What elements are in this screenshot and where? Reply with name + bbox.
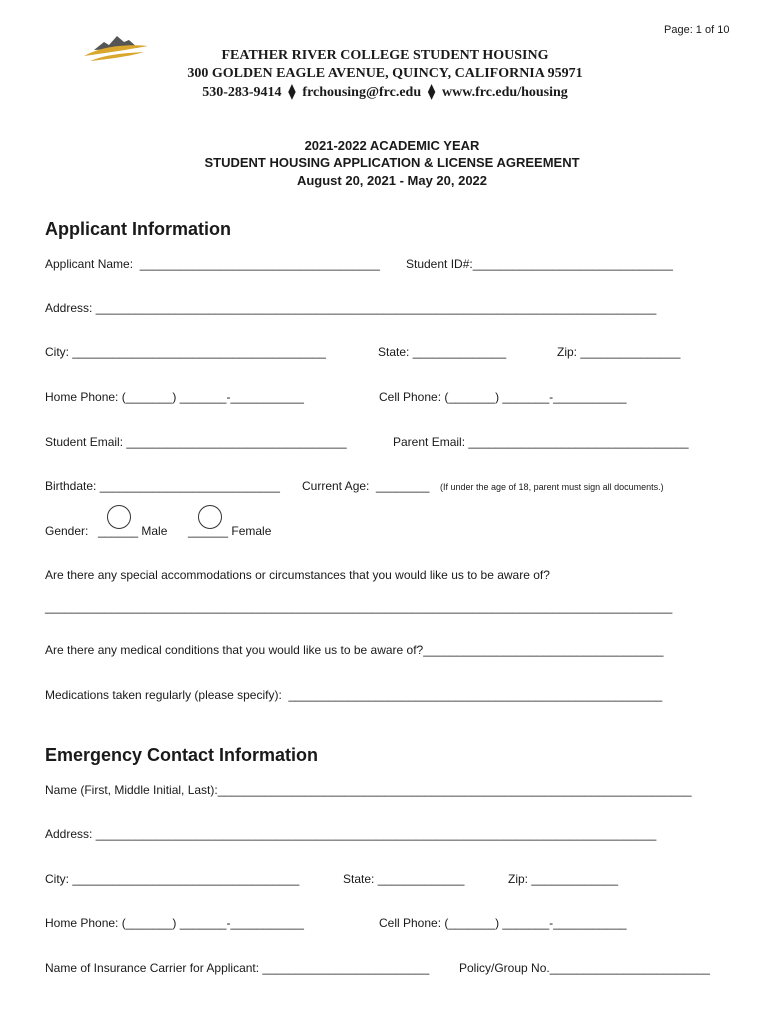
cell-phone-field[interactable]: Cell Phone: (_______) _______-___________	[379, 390, 627, 404]
accommodations-field[interactable]: ______________________________________________________________________________________________	[45, 600, 673, 614]
city-field[interactable]: City: ______________________________________	[45, 345, 326, 359]
term-dates: August 20, 2021 - May 20, 2022	[296, 173, 488, 188]
emergency-zip-field[interactable]: Zip: _____________	[508, 872, 619, 886]
home-phone-field[interactable]: Home Phone: (_______) _______-___________	[45, 390, 304, 404]
emergency-city-field[interactable]: City: __________________________________	[45, 872, 300, 886]
address-field[interactable]: Address: ____________________________________________________________________________________	[45, 301, 657, 315]
emergency-heading: Emergency Contact Information	[45, 745, 319, 765]
emergency-cell-phone-field[interactable]: Cell Phone: (_______) _______-___________	[379, 916, 627, 930]
emergency-address-field[interactable]: Address: ____________________________________________________________________________________	[45, 827, 657, 841]
medications-field[interactable]: Medications taken regularly (please specify): ________________________________________________________	[45, 688, 663, 702]
state-field[interactable]: State: ______________	[378, 345, 507, 359]
gender-label: Gender:	[45, 524, 89, 538]
applicant-name-field[interactable]: Applicant Name: ____________________________________	[45, 257, 380, 271]
college-address: 300 GOLDEN EAGLE AVENUE, QUINCY, CALIFORNIA 95971	[187, 66, 583, 81]
applicant-heading: Applicant Information	[45, 219, 231, 239]
college-contact: 530-283-9414 ⧫ frchousing@frc.edu ⧫ www.frc.edu/housing	[202, 85, 568, 100]
insurance-carrier-field[interactable]: Name of Insurance Carrier for Applicant: _________________________	[45, 961, 430, 975]
current-age-field[interactable]: Current Age: ________	[302, 479, 430, 493]
age-note: (If under the age of 18, parent must sign all documents.)	[440, 482, 664, 492]
academic-year: 2021-2022 ACADEMIC YEAR	[304, 138, 480, 153]
student-id-field[interactable]: Student ID#:______________________________	[406, 257, 673, 271]
emergency-home-phone-field[interactable]: Home Phone: (_______) _______-___________	[45, 916, 304, 930]
policy-number-field[interactable]: Policy/Group No.________________________	[459, 961, 710, 975]
gender-female-label: ______ Female	[188, 524, 272, 538]
gender-male-label: ______ Male	[98, 524, 168, 538]
student-email-field[interactable]: Student Email: _________________________________	[45, 435, 347, 449]
document-title: STUDENT HOUSING APPLICATION & LICENSE AGREEMENT	[204, 155, 580, 170]
emergency-name-field[interactable]: Name (First, Middle Initial, Last):_______________________________________________________________________	[45, 783, 692, 797]
parent-email-field[interactable]: Parent Email: _________________________________	[393, 435, 689, 449]
medical-conditions-field[interactable]: Are there any medical conditions that you would like us to be aware of?____________________________________	[45, 643, 664, 657]
zip-field[interactable]: Zip: _______________	[557, 345, 681, 359]
birthdate-field[interactable]: Birthdate: ___________________________	[45, 479, 280, 493]
college-name: FEATHER RIVER COLLEGE STUDENT HOUSING	[221, 48, 549, 63]
emergency-state-field[interactable]: State: _____________	[343, 872, 465, 886]
accommodations-question: Are there any special accommodations or circumstances that you would like us to be aware of?	[45, 568, 550, 582]
page-number: Page: 1 of 10	[664, 24, 730, 36]
